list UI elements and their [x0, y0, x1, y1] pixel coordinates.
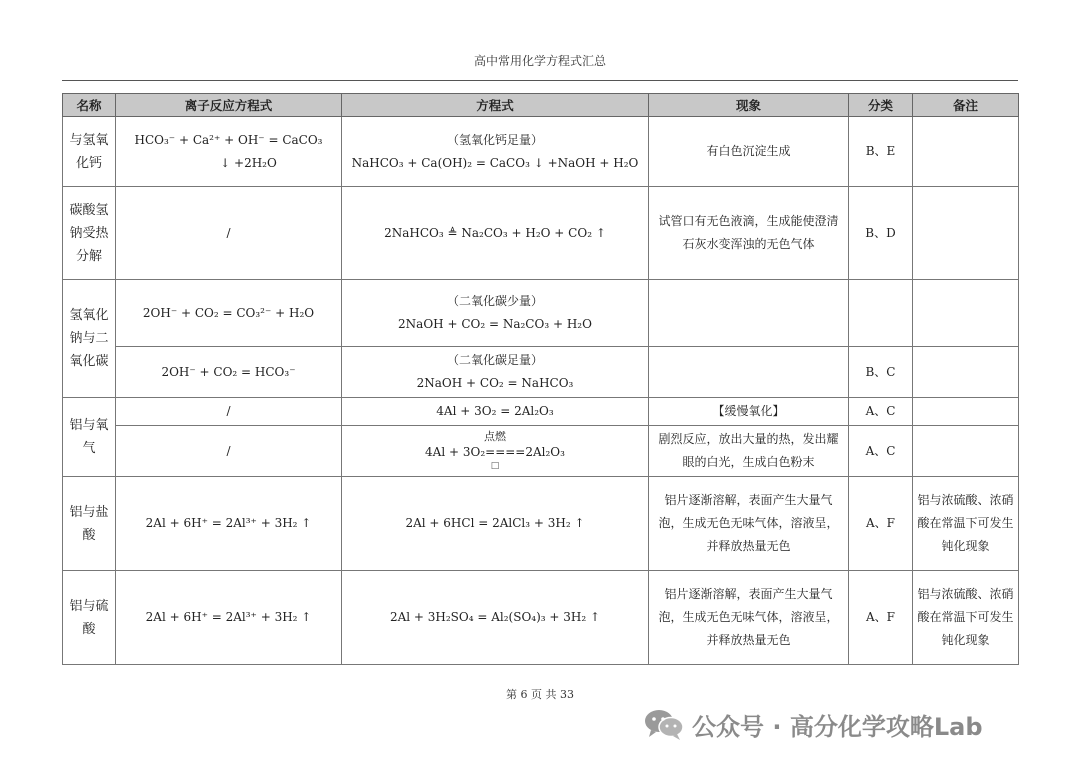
- column-header-note: 备注: [913, 94, 1019, 117]
- equation-text: NaHCO₃ + Ca(OH)₂ = CaCO₃ ↓ +NaOH + H₂O: [351, 155, 639, 170]
- wechat-icon: [642, 706, 686, 742]
- phenomenon: 【缓慢氧化】: [649, 398, 849, 426]
- category: A、C: [849, 398, 913, 426]
- ionic-equation: /: [116, 187, 342, 280]
- chemical-equation: 4Al + 3O₂ = 2Al₂O₃: [342, 398, 649, 426]
- ionic-equation: /: [116, 398, 342, 426]
- equation-condition: 点燃: [483, 430, 506, 443]
- reaction-name: 铝与盐酸: [63, 477, 116, 571]
- equation-text: 4Al + 3O₂====2Al₂O₃: [425, 445, 565, 459]
- note: [913, 426, 1019, 477]
- chemical-equation: [342, 280, 649, 347]
- chemical-equation: [342, 426, 649, 477]
- equation-text: 2NaOH + CO₂ = Na₂CO₃ + H₂O: [398, 317, 592, 331]
- table-row: [63, 571, 1019, 665]
- ionic-equation: /: [116, 426, 342, 477]
- column-header-name: 名称: [63, 94, 116, 117]
- reaction-name: 碳酸氢钠受热分解: [63, 187, 116, 280]
- phenomenon: 铝片逐渐溶解，表面产生大量气泡，生成无色无味气体，溶液呈，并释放热量无色: [649, 571, 849, 665]
- table-row: [63, 426, 1019, 477]
- category: A、F: [849, 477, 913, 571]
- table-row: [63, 347, 1019, 398]
- category: B、E: [849, 117, 913, 187]
- ionic-equation: [116, 117, 342, 187]
- category: A、C: [849, 426, 913, 477]
- note: 铝与浓硫酸、浓硝酸在常温下可发生钝化现象: [913, 477, 1019, 571]
- header-divider: [62, 80, 1018, 81]
- table-header-row: [63, 94, 1019, 117]
- ionic-equation: 2OH⁻ + CO₂ = HCO₃⁻: [116, 347, 342, 398]
- note: 铝与浓硫酸、浓硝酸在常温下可发生钝化现象: [913, 571, 1019, 665]
- phenomenon: 剧烈反应，放出大量的热，发出耀眼的白光，生成白色粉末: [649, 426, 849, 477]
- note: [913, 187, 1019, 280]
- column-header-phenomenon: 现象: [649, 94, 849, 117]
- table-row: [63, 117, 1019, 187]
- category: A、F: [849, 571, 913, 665]
- chemical-equation: [342, 347, 649, 398]
- chemical-equation: 2Al + 6HCl = 2AlCl₃ + 3H₂ ↑: [342, 477, 649, 571]
- equation-text: 2NaOH + CO₂ = NaHCO₃: [416, 376, 574, 390]
- table-row: [63, 398, 1019, 426]
- note: [913, 347, 1019, 398]
- phenomenon: [649, 280, 849, 347]
- table-row: [63, 187, 1019, 280]
- table-row: [63, 280, 1019, 347]
- column-header-category: 分类: [849, 94, 913, 117]
- chemical-equation: [342, 117, 649, 187]
- note: [913, 280, 1019, 347]
- page-number: 第 6 页 共 33: [506, 688, 574, 701]
- ionic-equation-line: ↓ +2H₂O: [220, 155, 277, 170]
- category: B、D: [849, 187, 913, 280]
- chemical-equation: 2Al + 3H₂SO₄ = Al₂(SO₄)₃ + 3H₂ ↑: [342, 571, 649, 665]
- reaction-name: 氢氧化钠与二氧化碳: [63, 280, 116, 398]
- phenomenon: 有白色沉淀生成: [649, 117, 849, 187]
- column-header-ionic: 离子反应方程式: [116, 94, 342, 117]
- phenomenon: 试管口有无色液滴，生成能使澄清石灰水变浑浊的无色气体: [649, 187, 849, 280]
- equation-condition: （二氧化碳少量）: [446, 294, 543, 308]
- category: [849, 280, 913, 347]
- equation-condition: （二氧化碳足量）: [446, 353, 543, 367]
- table-row: [63, 477, 1019, 571]
- equation-condition: （氢氧化钙足量）: [446, 132, 543, 147]
- reaction-name: 与氢氧化钙: [63, 117, 116, 187]
- watermark-text: 公众号 · 高分化学攻略Lab: [692, 712, 983, 741]
- note: [913, 398, 1019, 426]
- watermark: [642, 704, 1052, 744]
- ionic-equation: 2Al + 6H⁺ = 2Al³⁺ + 3H₂ ↑: [116, 477, 342, 571]
- equations-table: [62, 93, 1019, 665]
- ionic-equation: 2OH⁻ + CO₂ = CO₃²⁻ + H₂O: [116, 280, 342, 347]
- phenomenon: 铝片逐渐溶解，表面产生大量气泡，生成无色无味气体，溶液呈，并释放热量无色: [649, 477, 849, 571]
- category: B、C: [849, 347, 913, 398]
- ionic-equation-line: HCO₃⁻ + Ca²⁺ + OH⁻ = CaCO₃: [134, 132, 323, 147]
- ionic-equation: 2Al + 6H⁺ = 2Al³⁺ + 3H₂ ↑: [116, 571, 342, 665]
- phenomenon: [649, 347, 849, 398]
- chemical-equation: 2NaHCO₃ ≜ Na₂CO₃ + H₂O + CO₂ ↑: [342, 187, 649, 280]
- note: [913, 117, 1019, 187]
- column-header-equation: 方程式: [342, 94, 649, 117]
- reaction-name: 铝与硫酸: [63, 571, 116, 665]
- page-title: 高中常用化学方程式汇总: [473, 54, 606, 68]
- equation-with-condition: [425, 431, 565, 471]
- equation-condition-below: □: [490, 461, 500, 471]
- reaction-name: 铝与氧气: [63, 398, 116, 477]
